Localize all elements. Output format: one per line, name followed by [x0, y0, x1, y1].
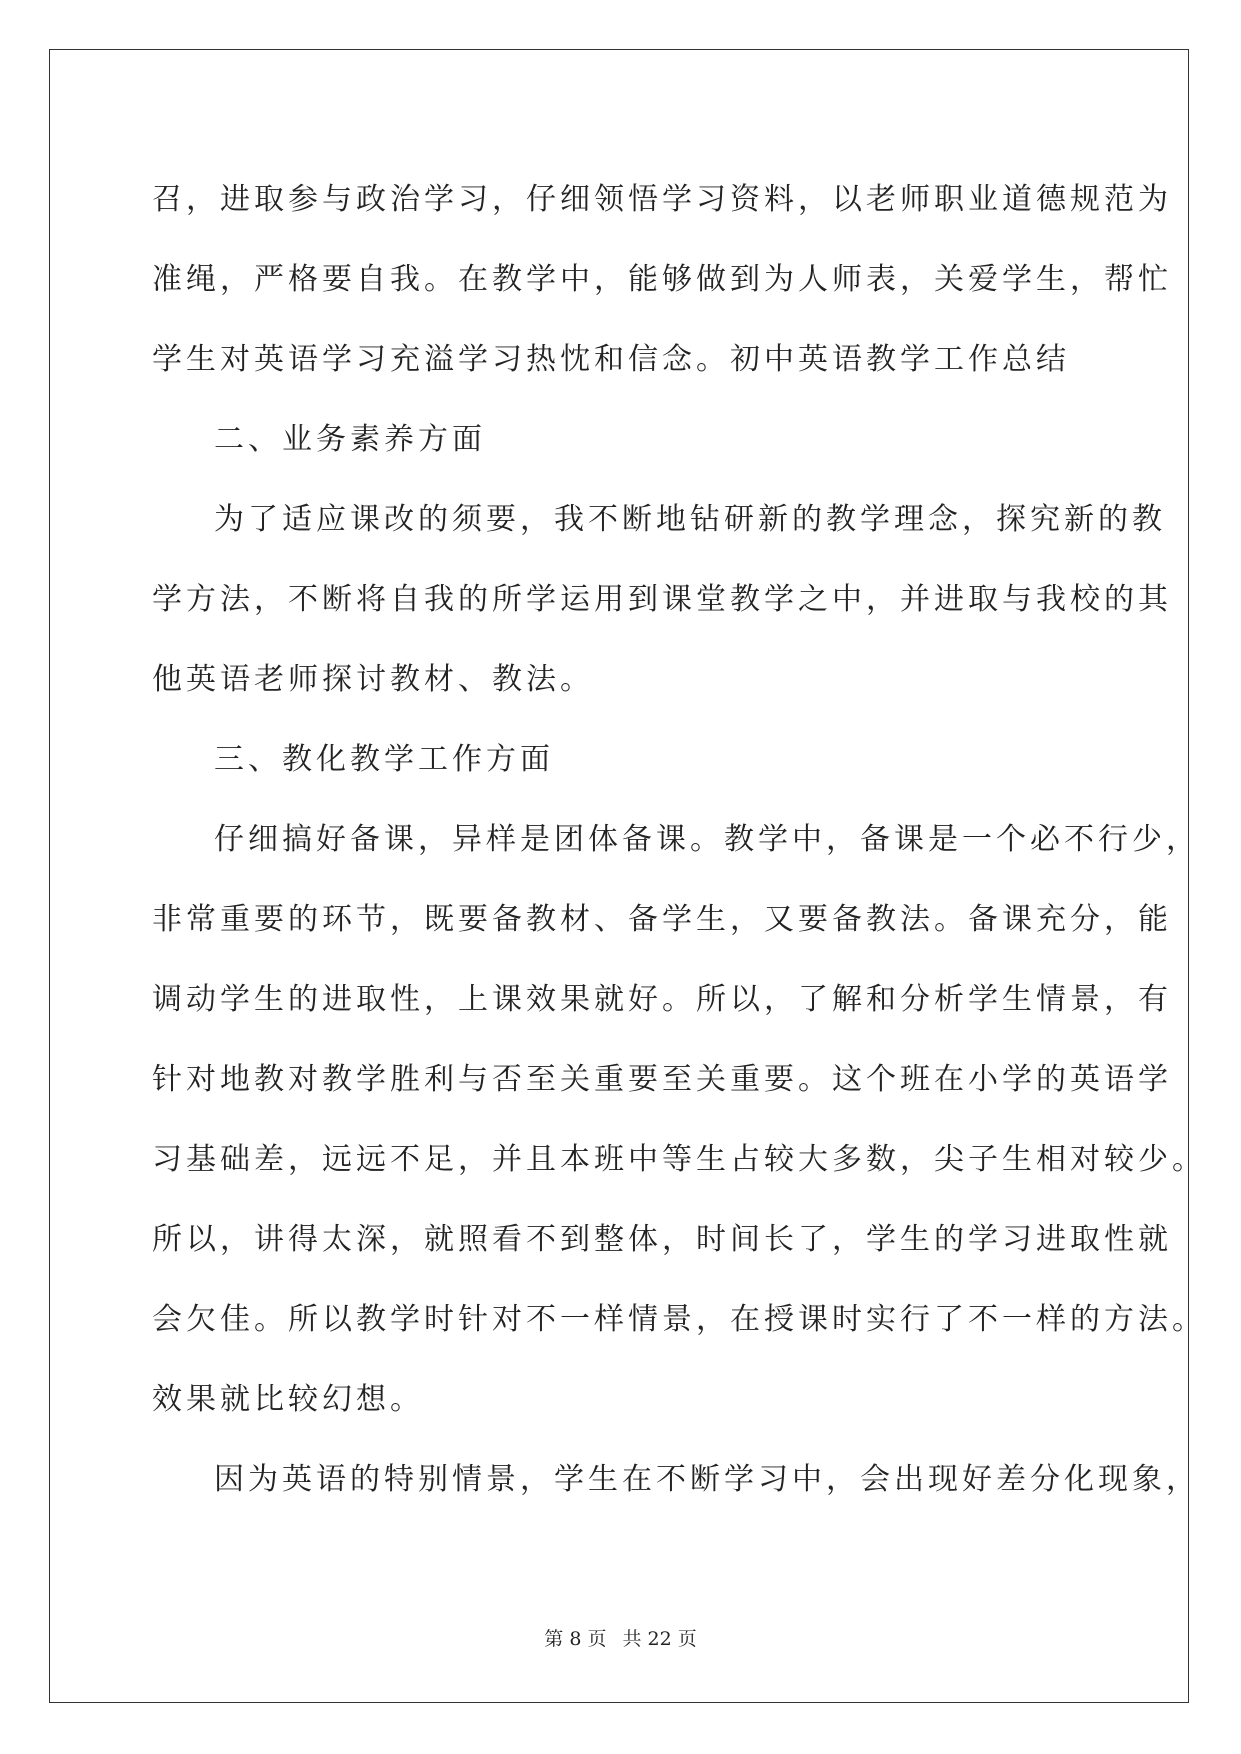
text-line: 学生对英语学习充溢学习热忱和信念。初中英语教学工作总结 [152, 342, 1070, 377]
text-line: 因为英语的特别情景，学生在不断学习中，会出现好差分化现象， [214, 1462, 1200, 1497]
text-line: 准绳，严格要自我。在教学中，能够做到为人师表，关爱学生，帮忙 [152, 262, 1172, 297]
text-line: 召，进取参与政治学习，仔细领悟学习资料，以老师职业道德规范为 [152, 182, 1172, 217]
text-line: 非常重要的环节，既要备教材、备学生，又要备教法。备课充分，能 [152, 902, 1172, 937]
text-line: 效果就比较幻想。 [152, 1382, 424, 1417]
page-footer [0, 1624, 1241, 1651]
text-line: 调动学生的进取性，上课效果就好。所以，了解和分析学生情景，有 [152, 982, 1172, 1017]
page-number: 第 8 页 [544, 1628, 607, 1650]
text-line: 学方法，不断将自我的所学运用到课堂教学之中，并进取与我校的其 [152, 582, 1172, 617]
document-body [152, 160, 1206, 1520]
text-line: 会欠佳。所以教学时针对不一样情景，在授课时实行了不一样的方法。 [152, 1302, 1206, 1337]
text-line: 他英语老师探讨教材、教法。 [152, 662, 594, 697]
page-total: 共 22 页 [622, 1628, 697, 1650]
text-line: 仔细搞好备课，异样是团体备课。教学中，备课是一个必不行少， [214, 822, 1200, 857]
section-heading: 二、业务素养方面 [214, 422, 486, 457]
text-line: 针对地教对教学胜利与否至关重要至关重要。这个班在小学的英语学 [152, 1062, 1172, 1097]
text-line: 为了适应课改的须要，我不断地钻研新的教学理念，探究新的教 [214, 502, 1166, 537]
text-line: 所以，讲得太深，就照看不到整体，时间长了，学生的学习进取性就 [152, 1222, 1172, 1257]
section-heading: 三、教化教学工作方面 [214, 742, 554, 777]
text-line: 习基础差，远远不足，并且本班中等生占较大多数，尖子生相对较少。 [152, 1142, 1206, 1177]
